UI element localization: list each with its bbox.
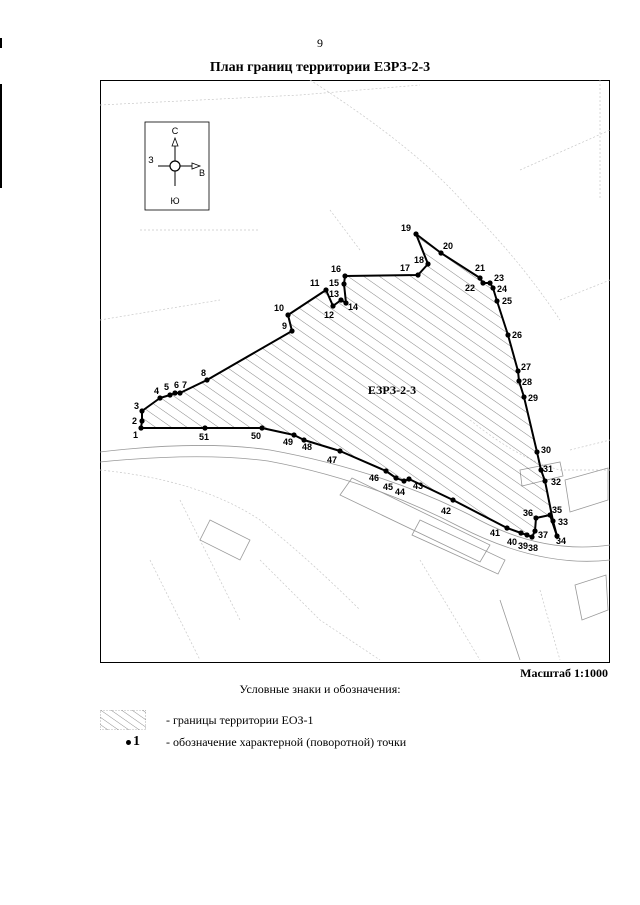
boundary-point-label-13: 13: [329, 289, 340, 299]
boundary-point-40: [518, 530, 523, 535]
boundary-point-16: [342, 273, 347, 278]
compass-rose: [145, 122, 209, 210]
legend-item-point: [100, 730, 406, 754]
boundary-point-label-38: 38: [528, 543, 539, 553]
boundary-point-label-2: 2: [132, 416, 138, 426]
boundary-point-18: [425, 261, 430, 266]
boundary-point-label-22: 22: [465, 283, 476, 293]
boundary-point-7: [177, 390, 182, 395]
boundary-point-15: [341, 281, 346, 286]
boundary-point-label-16: 16: [331, 264, 342, 274]
legend-zone-text: - границы территории ЕОЗ-1: [166, 712, 314, 727]
boundary-point-label-25: 25: [502, 296, 513, 306]
boundary-point-label-15: 15: [329, 278, 340, 288]
boundary-point-30: [534, 449, 539, 454]
boundary-point-36: [533, 515, 538, 520]
boundary-point-label-3: 3: [134, 401, 140, 411]
boundary-point-label-7: 7: [182, 380, 188, 390]
point-symbol-label: 1: [133, 734, 140, 749]
boundary-point-label-51: 51: [199, 432, 210, 442]
legend-title: Условные знаки и обозначения:: [239, 682, 401, 696]
boundary-point-label-21: 21: [475, 263, 486, 273]
boundary-point-label-36: 36: [523, 508, 534, 518]
boundary-point-label-6: 6: [174, 380, 180, 390]
legend-item-zone: [100, 708, 314, 732]
boundary-point-label-26: 26: [512, 330, 523, 340]
boundary-point-13: [338, 297, 343, 302]
boundary-point-19: [413, 231, 418, 236]
boundary-point-12: [330, 303, 335, 308]
boundary-point-label-48: 48: [302, 442, 313, 452]
boundary-point-3: [139, 408, 144, 413]
boundary-point-label-29: 29: [528, 393, 539, 403]
boundary-point-label-40: 40: [507, 537, 518, 547]
boundary-point-47: [337, 448, 342, 453]
boundary-point-label-42: 42: [441, 506, 452, 516]
page-number: 9: [317, 36, 323, 50]
boundary-point-label-50: 50: [251, 431, 262, 441]
boundary-point-24: [490, 285, 495, 290]
boundary-point-label-43: 43: [413, 481, 424, 491]
boundary-point-39: [524, 532, 529, 537]
boundary-point-23: [487, 280, 492, 285]
legend-point-text: - обозначение характерной (поворотной) точки: [166, 734, 407, 749]
boundary-point-2: [139, 418, 144, 423]
scale-label: Масштаб 1:1000: [520, 666, 608, 680]
boundary-point-label-19: 19: [401, 223, 412, 233]
boundary-point-label-12: 12: [324, 310, 335, 320]
boundary-point-33: [550, 518, 555, 523]
boundary-point-11: [323, 287, 328, 292]
boundary-point-26: [505, 332, 510, 337]
boundary-point-label-14: 14: [348, 302, 359, 312]
compass-south: Ю: [170, 196, 180, 206]
boundary-point-20: [438, 250, 443, 255]
boundary-point-label-20: 20: [443, 241, 454, 251]
boundary-point-25: [494, 298, 499, 303]
boundary-point-label-9: 9: [282, 321, 288, 331]
boundary-point-10: [285, 312, 290, 317]
boundary-point-label-28: 28: [522, 377, 533, 387]
boundary-point-38: [529, 534, 534, 539]
boundary-point-8: [204, 377, 209, 382]
boundary-point-label-41: 41: [490, 528, 501, 538]
boundary-point-43: [406, 476, 411, 481]
boundary-point-21: [477, 275, 482, 280]
boundary-point-label-35: 35: [552, 505, 563, 515]
boundary-point-label-44: 44: [395, 487, 406, 497]
boundary-point-42: [450, 497, 455, 502]
boundary-point-50: [259, 425, 264, 430]
hatch-swatch: [100, 710, 146, 730]
point-dot-icon: [126, 740, 131, 745]
boundary-point-32: [542, 478, 547, 483]
boundary-point-37: [532, 528, 537, 533]
boundary-point-label-45: 45: [383, 482, 394, 492]
boundary-point-1: [138, 425, 143, 430]
point-symbol: [100, 734, 146, 750]
boundary-point-label-30: 30: [541, 445, 552, 455]
page-title: План границ территории ЕЗРЗ-2-3: [209, 60, 431, 75]
boundary-point-29: [521, 394, 526, 399]
boundary-point-label-37: 37: [538, 530, 549, 540]
boundary-point-label-4: 4: [154, 386, 160, 396]
boundary-point-label-24: 24: [497, 284, 508, 294]
boundary-point-label-34: 34: [556, 536, 567, 546]
compass-north: С: [171, 126, 179, 136]
boundary-point-label-18: 18: [414, 255, 425, 265]
boundary-point-label-10: 10: [274, 303, 285, 313]
boundary-point-label-11: 11: [310, 278, 320, 288]
boundary-point-51: [202, 425, 207, 430]
boundary-point-label-46: 46: [369, 473, 380, 483]
binding-marks: [0, 38, 2, 158]
boundary-point-4: [157, 395, 162, 400]
boundary-point-9: [289, 328, 294, 333]
boundary-point-label-49: 49: [283, 437, 294, 447]
boundary-point-28: [516, 378, 521, 383]
boundary-point-label-23: 23: [494, 273, 505, 283]
boundary-point-label-33: 33: [558, 517, 569, 527]
boundary-point-41: [504, 525, 509, 530]
boundary-point-46: [383, 468, 388, 473]
boundary-point-22: [480, 280, 485, 285]
boundary-point-label-32: 32: [551, 477, 562, 487]
zone-label: ЕЗРЗ-2-3: [367, 383, 417, 397]
boundary-point-5: [167, 392, 172, 397]
compass-west: З: [148, 155, 154, 165]
boundary-point-label-39: 39: [518, 541, 529, 551]
boundary-point-label-1: 1: [133, 430, 139, 440]
boundary-point-17: [415, 272, 420, 277]
boundary-point-label-5: 5: [164, 382, 170, 392]
boundary-point-label-31: 31: [543, 464, 554, 474]
boundary-point-label-8: 8: [201, 368, 207, 378]
map: [100, 80, 610, 663]
compass-east: В: [198, 168, 206, 178]
boundary-point-label-47: 47: [327, 455, 338, 465]
boundary-point-6: [172, 390, 177, 395]
boundary-point-label-17: 17: [400, 263, 411, 273]
boundary-point-label-27: 27: [521, 362, 532, 372]
boundary-point-44: [401, 478, 406, 483]
boundary-point-27: [515, 368, 520, 373]
boundary-point-45: [393, 475, 398, 480]
